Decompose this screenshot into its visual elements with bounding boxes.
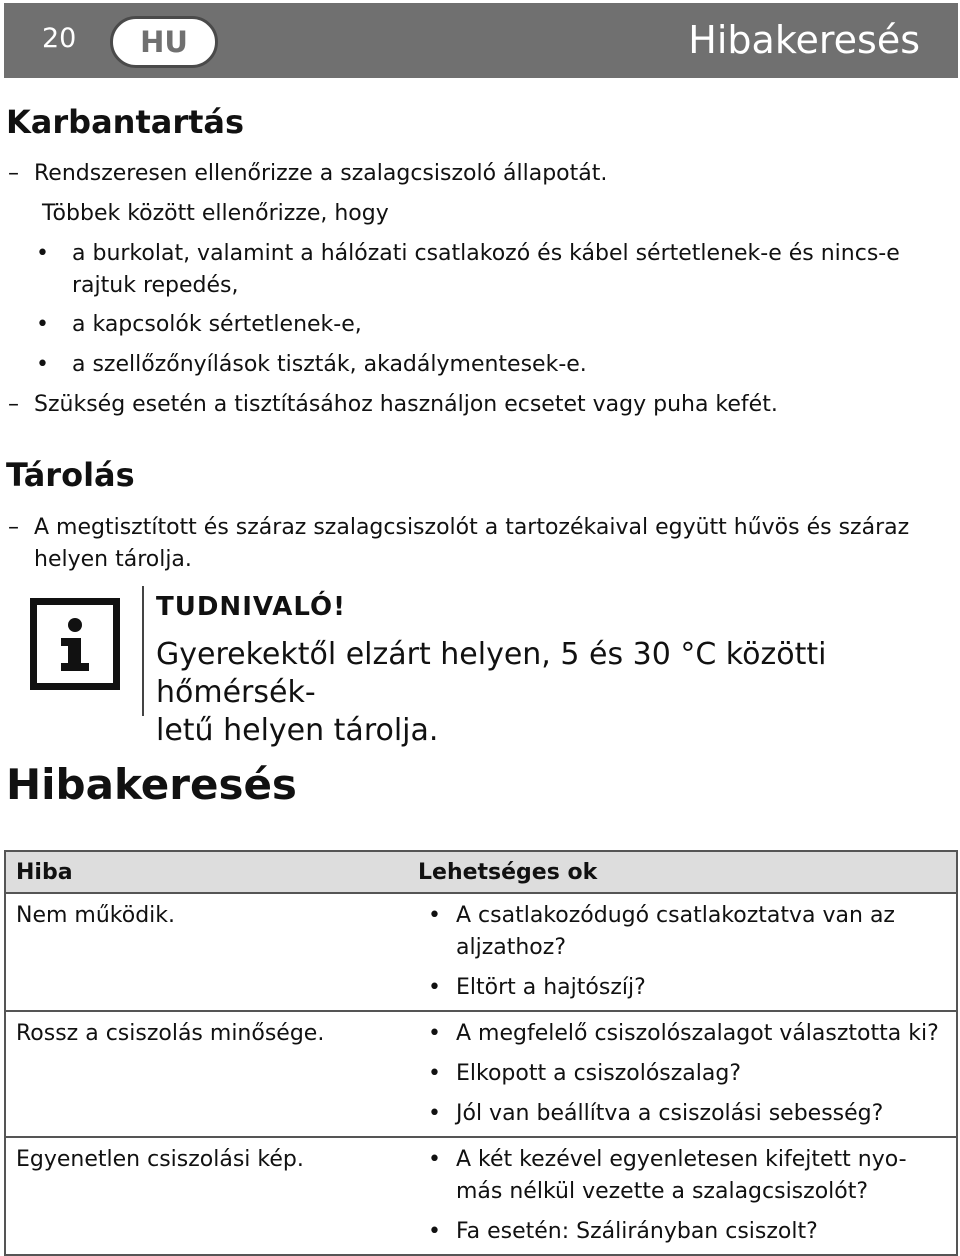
fault-cell: Egyenetlen csiszolási kép.	[5, 1137, 408, 1255]
table-row	[5, 893, 957, 1011]
maintenance-item-1: Rendszeresen ellenőrizze a szalagcsiszoló állapotát.	[34, 161, 608, 186]
cause-cell	[408, 1137, 957, 1255]
list-item: • A megfelelő csiszolószalagot választotta ki?	[428, 1021, 939, 1046]
maintenance-bullet-2: a kapcsolók sértetlenek-e,	[72, 312, 362, 337]
list-item: • Jól van beállítva a csiszolási sebesség?	[428, 1101, 884, 1126]
storage-heading: Tárolás	[6, 456, 135, 494]
notice-title: TUDNIVALÓ!	[156, 592, 346, 622]
troubleshooting-heading: Hibakeresés	[6, 760, 297, 809]
notice-body	[156, 636, 956, 750]
list-item: • A csatlakozódugó csatlakoztatva van az aljzathoz?	[428, 903, 895, 960]
dash-marker: –	[8, 515, 19, 540]
page-header	[4, 3, 958, 78]
list-item: • Fa esetén: Szálirányban csiszolt?	[428, 1219, 818, 1244]
maintenance-bullet-1b: rajtuk repedés,	[72, 273, 239, 298]
notice-divider	[142, 586, 144, 716]
list-item: • A két kezével egyenletesen kifejtett nyo-más nélkül vezette a szalagcsiszolót?	[428, 1147, 907, 1204]
bullet-marker: •	[36, 312, 49, 337]
troubleshooting-table	[4, 850, 958, 1256]
header-title: Hibakeresés	[688, 18, 920, 62]
cause-cell	[408, 893, 957, 1011]
notice-line-1: Gyerekektől elzárt helyen, 5 és 30 °C közötti hőmérsék-	[156, 637, 827, 710]
bullet-marker: •	[36, 241, 49, 266]
bullet-marker: •	[36, 352, 49, 377]
fault-cell: Nem működik.	[16, 903, 176, 928]
table-row	[5, 1137, 957, 1255]
column-header-cause: Lehetséges ok	[408, 851, 957, 893]
maintenance-intro: Többek között ellenőrizze, hogy	[42, 201, 389, 226]
maintenance-item-2: Szükség esetén a tisztításához használjon ecsetet vagy puha kefét.	[34, 392, 778, 417]
notice-line-2: letű helyen tárolja.	[156, 713, 439, 748]
info-icon	[30, 598, 120, 690]
storage-line-2: helyen tárolja.	[34, 547, 192, 572]
fault-cell: Rossz a csiszolás minősége.	[5, 1011, 408, 1137]
page-number: 20	[42, 23, 77, 54]
language-badge: HU	[110, 16, 218, 68]
table-header-row	[5, 851, 957, 893]
maintenance-heading: Karbantartás	[6, 103, 245, 141]
table-row	[5, 1011, 957, 1137]
cause-cell	[408, 1011, 957, 1137]
dash-marker: –	[8, 161, 19, 186]
dash-marker: –	[8, 392, 19, 417]
maintenance-bullet-3: a szellőzőnyílások tiszták, akadálymentesek-e.	[72, 352, 587, 377]
column-header-fault: Hiba	[5, 851, 408, 893]
list-item: • Elkopott a csiszolószalag?	[428, 1061, 742, 1086]
list-item: • Eltört a hajtószíj?	[428, 975, 646, 1000]
storage-line-1: A megtisztított és száraz szalagcsiszolót a tartozékaival együtt hűvös és száraz	[34, 515, 910, 540]
maintenance-bullet-1a: a burkolat, valamint a hálózati csatlakozó és kábel sértetlenek-e és nincs-e	[72, 241, 900, 266]
